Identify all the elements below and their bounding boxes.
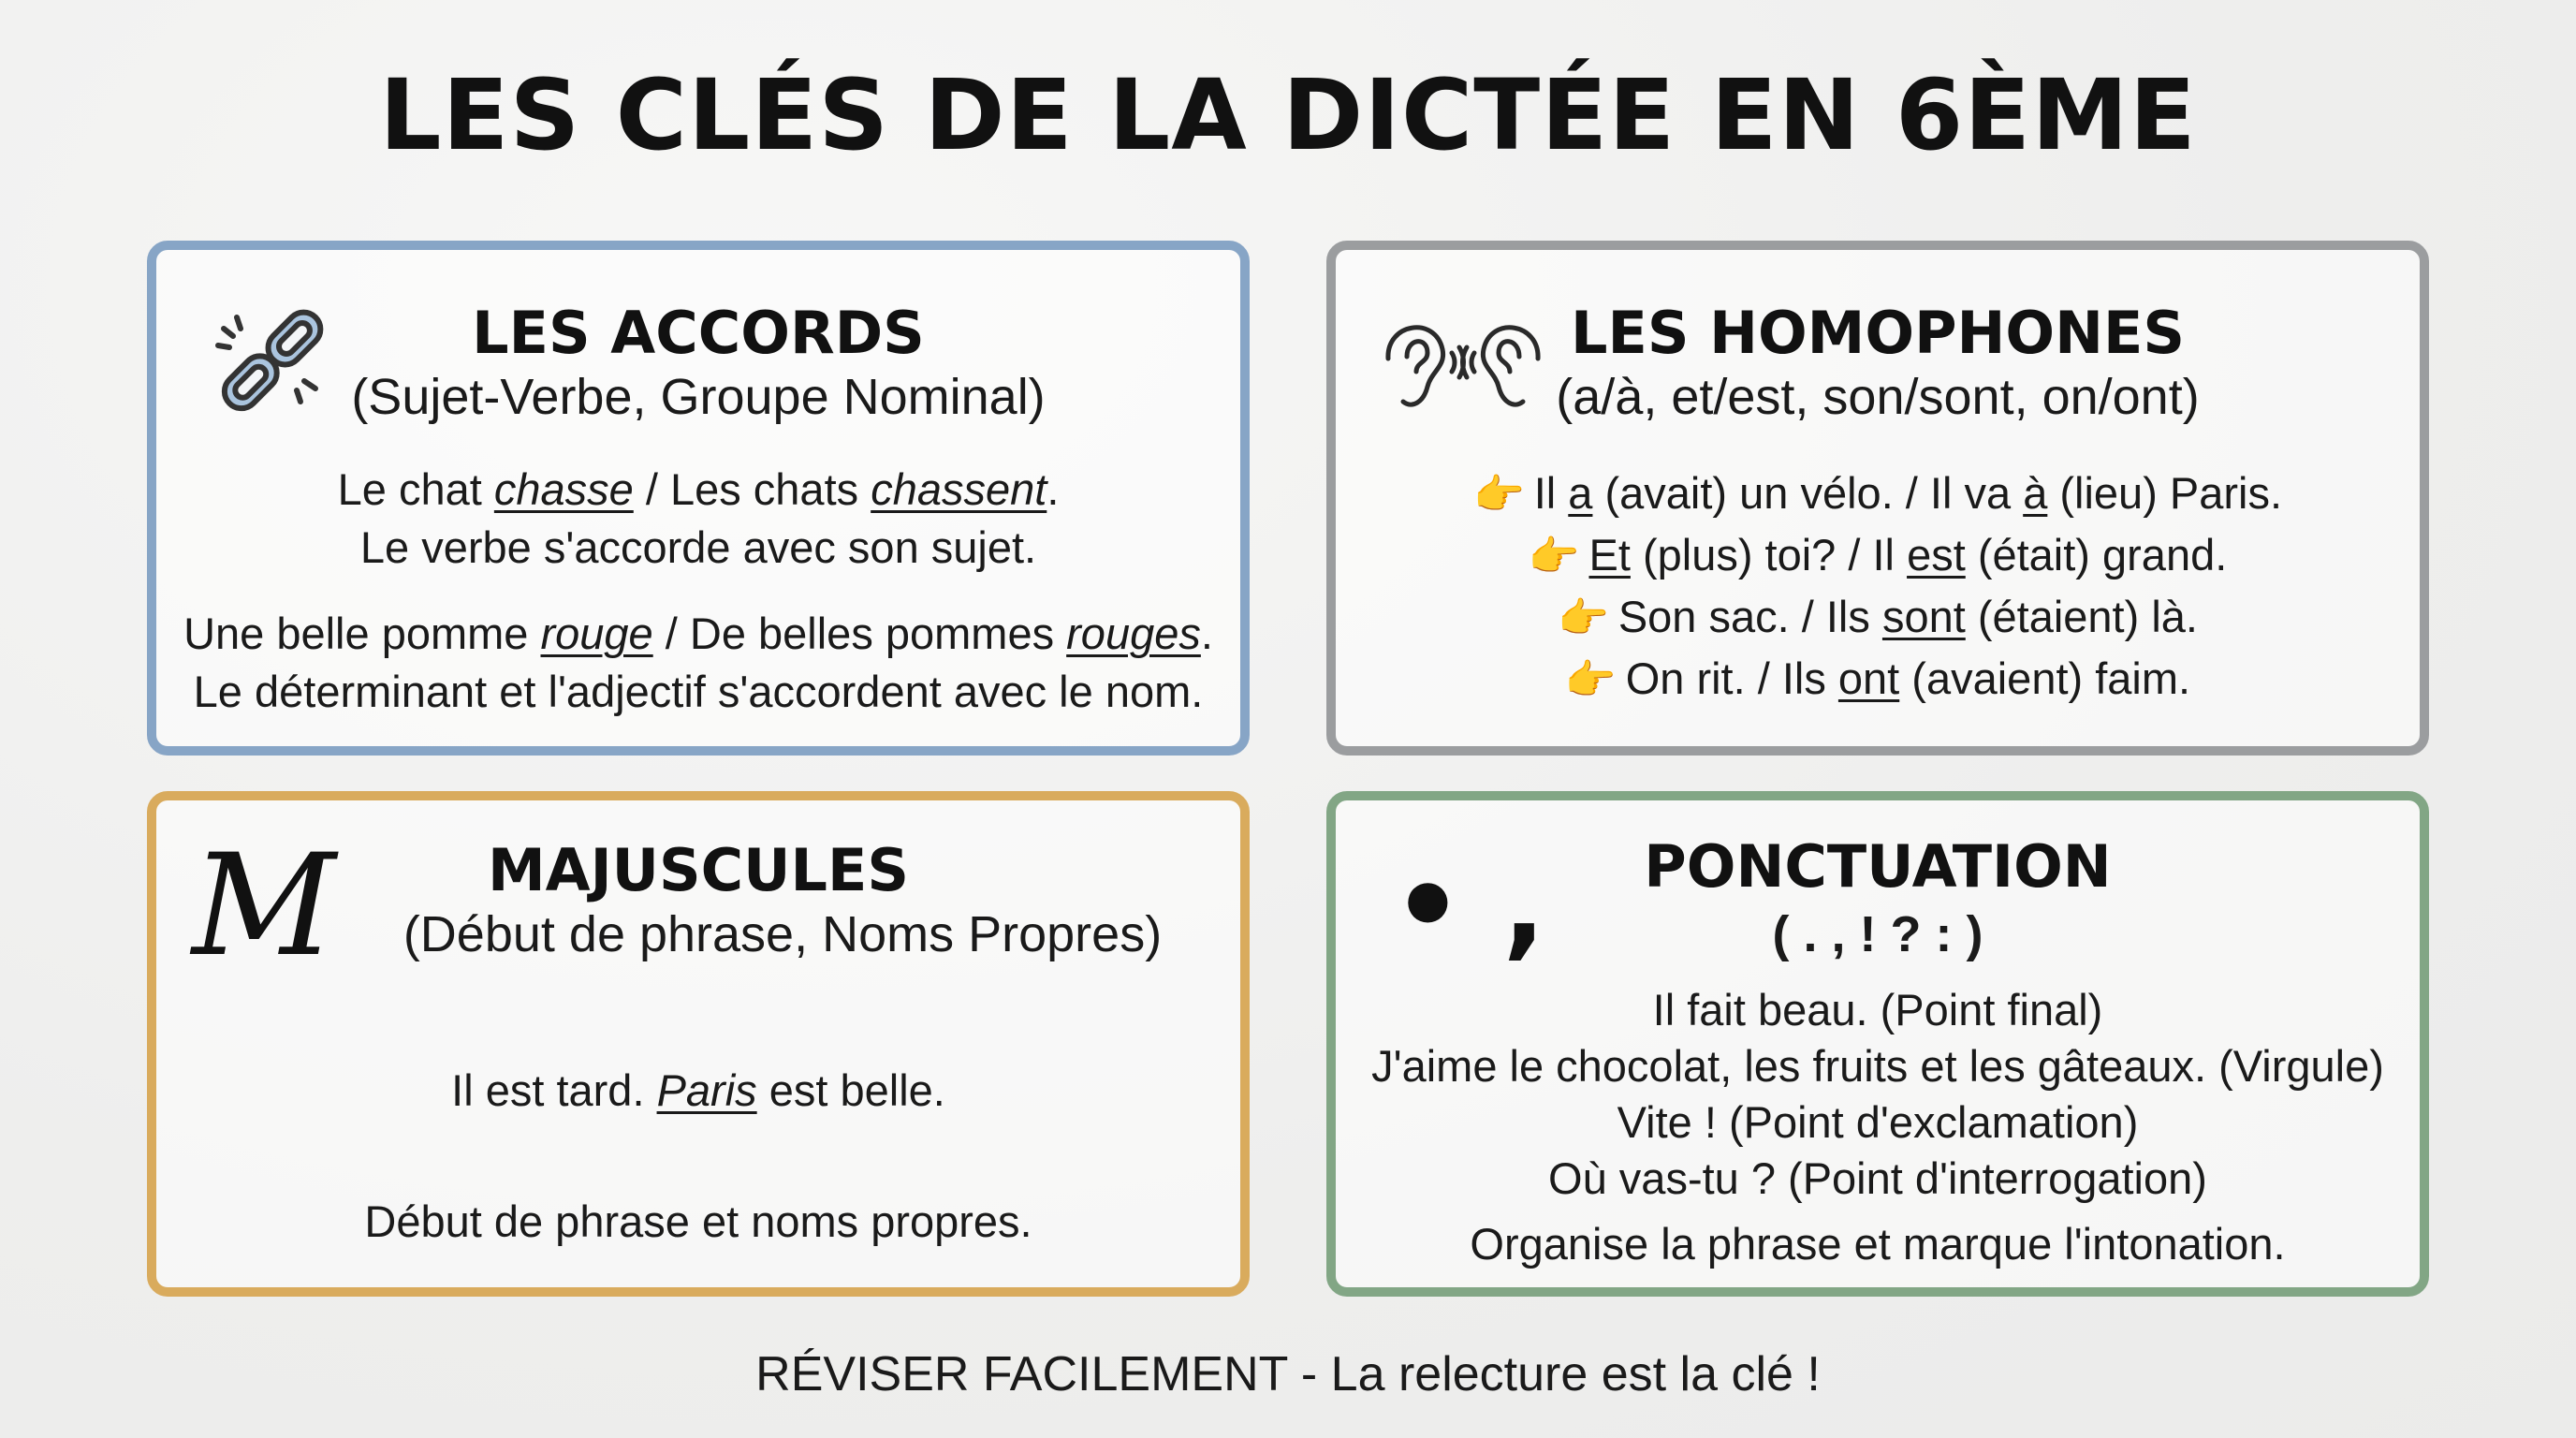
card-accords [147,241,1250,756]
card-subtitle: (a/à, et/est, son/sont, on/ont) [1556,369,2200,425]
homophone-line: 👉 Son sac. / Ils sont (étaient) là. [1558,592,2198,641]
card-heading: LES HOMOPHONES [1570,299,2186,367]
pointing-hand-icon: 👉 [1472,472,1525,518]
pointing-hand-icon: 👉 [1558,595,1609,641]
punctuation-line: J'aime le chocolat, les fruits et les gâteaux. (Virgule) [1371,1041,2384,1091]
punctuation-line: Où vas-tu ? (Point d'interrogation) [1548,1153,2207,1203]
card-ponctuation [1326,791,2429,1297]
pointing-hand-icon: 👉 [1528,534,1580,580]
rule-line: Le verbe s'accorde avec son sujet. [359,522,1037,572]
example-line: Il est tard. Paris est belle. [451,1065,945,1115]
punctuation-line: Il fait beau. (Point final) [1652,985,2103,1034]
card-subtitle: (Sujet-Verbe, Groupe Nominal) [351,369,1046,425]
homophone-line: 👉 Et (plus) toi? / Il est (était) grand. [1528,530,2228,580]
capital-m-icon: M [192,825,336,988]
homophone-line: 👉 On rit. / Ils ont (avaient) faim. [1564,653,2191,703]
card-subtitle: (Début de phrase, Noms Propres) [402,906,1163,962]
punctuation-icon: • , [1392,842,1546,972]
card-heading: PONCTUATION [1644,832,2112,901]
punctuation-line: Organise la phrase et marque l'intonation. [1470,1219,2286,1269]
example-line: Le chat chasse / Les chats chassent. [337,464,1060,514]
card-majuscules [147,791,1250,1297]
footer-text: RÉVISER FACILEMENT - La relecture est la clé ! [755,1347,1821,1401]
pointing-hand-icon: 👉 [1564,657,1617,703]
card-subtitle: ( . , ! ? : ) [1772,906,1983,962]
punctuation-line: Vite ! (Point d'exclamation) [1617,1097,2139,1147]
page-title: LES CLÉS DE LA DICTÉE EN 6ÈME [379,58,2197,172]
rule-line: Début de phrase et noms propres. [364,1196,1032,1246]
example-line: Une belle pomme rouge / De belles pommes rouges. [183,609,1213,658]
card-heading: LES ACCORDS [472,299,925,367]
card-homophones [1326,241,2429,756]
card-heading: MAJUSCULES [487,836,910,904]
rule-line: Le déterminant et l'adjectif s'accordent avec le nom. [193,667,1204,716]
homophone-line: 👉 Il a (avait) un vélo. / Il va à (lieu) Paris. [1472,468,2283,518]
